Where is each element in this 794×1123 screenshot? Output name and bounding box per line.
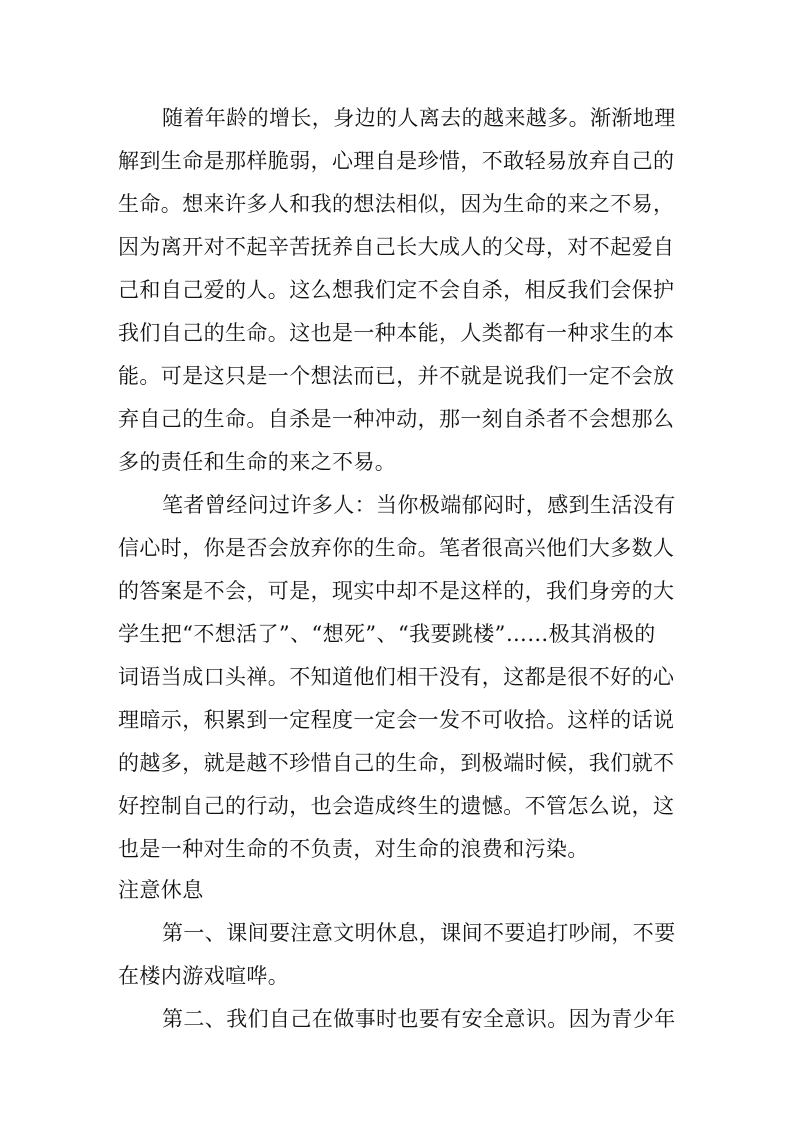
paragraph-2-line-7: 的越多，就是越不珍惜自己的生命，到极端时候，我们就不 xyxy=(118,751,675,775)
paragraph-2-line-5: 词语当成口头禅。不知道他们相干没有，这都是很不好的心 xyxy=(118,665,675,689)
paragraph-2-line-9: 也是一种对生命的不负责，对生命的浪费和污染。 xyxy=(118,837,589,861)
paragraph-3-line-2: 在楼内游戏喧哗。 xyxy=(118,964,290,988)
paragraph-2-line-3: 的答案是不会，可是，现实中却不是这样的，我们身旁的大 xyxy=(118,579,675,603)
paragraph-1-line-2: 解到生命是那样脆弱，心理自是珍惜，不敢轻易放弃自己的 xyxy=(118,149,675,173)
paragraph-4-line-1: 第二、我们自己在做事时也要有安全意识。因为青少年 xyxy=(162,1007,676,1031)
paragraph-2-line-4: 学生把“不想活了”、“想死”、“我要跳楼”……极其消极的 xyxy=(118,622,656,646)
paragraph-2-line-8: 好控制自己的行动，也会造成终生的遗憾。不管怎么说，这 xyxy=(118,794,675,818)
paragraph-2-line-2: 信心时，你是否会放弃你的生命。笔者很高兴他们大多数人 xyxy=(118,536,675,560)
paragraph-1-line-7: 能。可是这只是一个想法而已，并不就是说我们一定不会放 xyxy=(118,364,675,388)
section-heading: 注意休息 xyxy=(118,878,204,902)
paragraph-1-line-6: 我们自己的生命。这也是一种本能，人类都有一种求生的本 xyxy=(118,321,675,345)
paragraph-2-line-1: 笔者曾经问过许多人：当你极端郁闷时，感到生活没有 xyxy=(162,493,676,517)
paragraph-1-line-9: 多的责任和生命的来之不易。 xyxy=(118,450,397,474)
paragraph-2-line-6: 理暗示，积累到一定程度一定会一发不可收拾。这样的话说 xyxy=(118,708,675,732)
paragraph-1-line-5: 己和自己爱的人。这么想我们定不会自杀，相反我们会保护 xyxy=(118,278,675,302)
paragraph-1-line-3: 生命。想来许多人和我的想法相似，因为生命的来之不易， xyxy=(118,192,675,216)
paragraph-3-line-1: 第一、课间要注意文明休息，课间不要追打吵闹，不要 xyxy=(162,921,676,945)
paragraph-1-line-4: 因为离开对不起辛苦抚养自己长大成人的父母，对不起爱自 xyxy=(118,235,675,259)
paragraph-1-line-8: 弃自己的生命。自杀是一种冲动，那一刻自杀者不会想那么 xyxy=(118,407,675,431)
paragraph-1-line-1: 随着年龄的增长，身边的人离去的越来越多。渐渐地理 xyxy=(162,106,676,130)
